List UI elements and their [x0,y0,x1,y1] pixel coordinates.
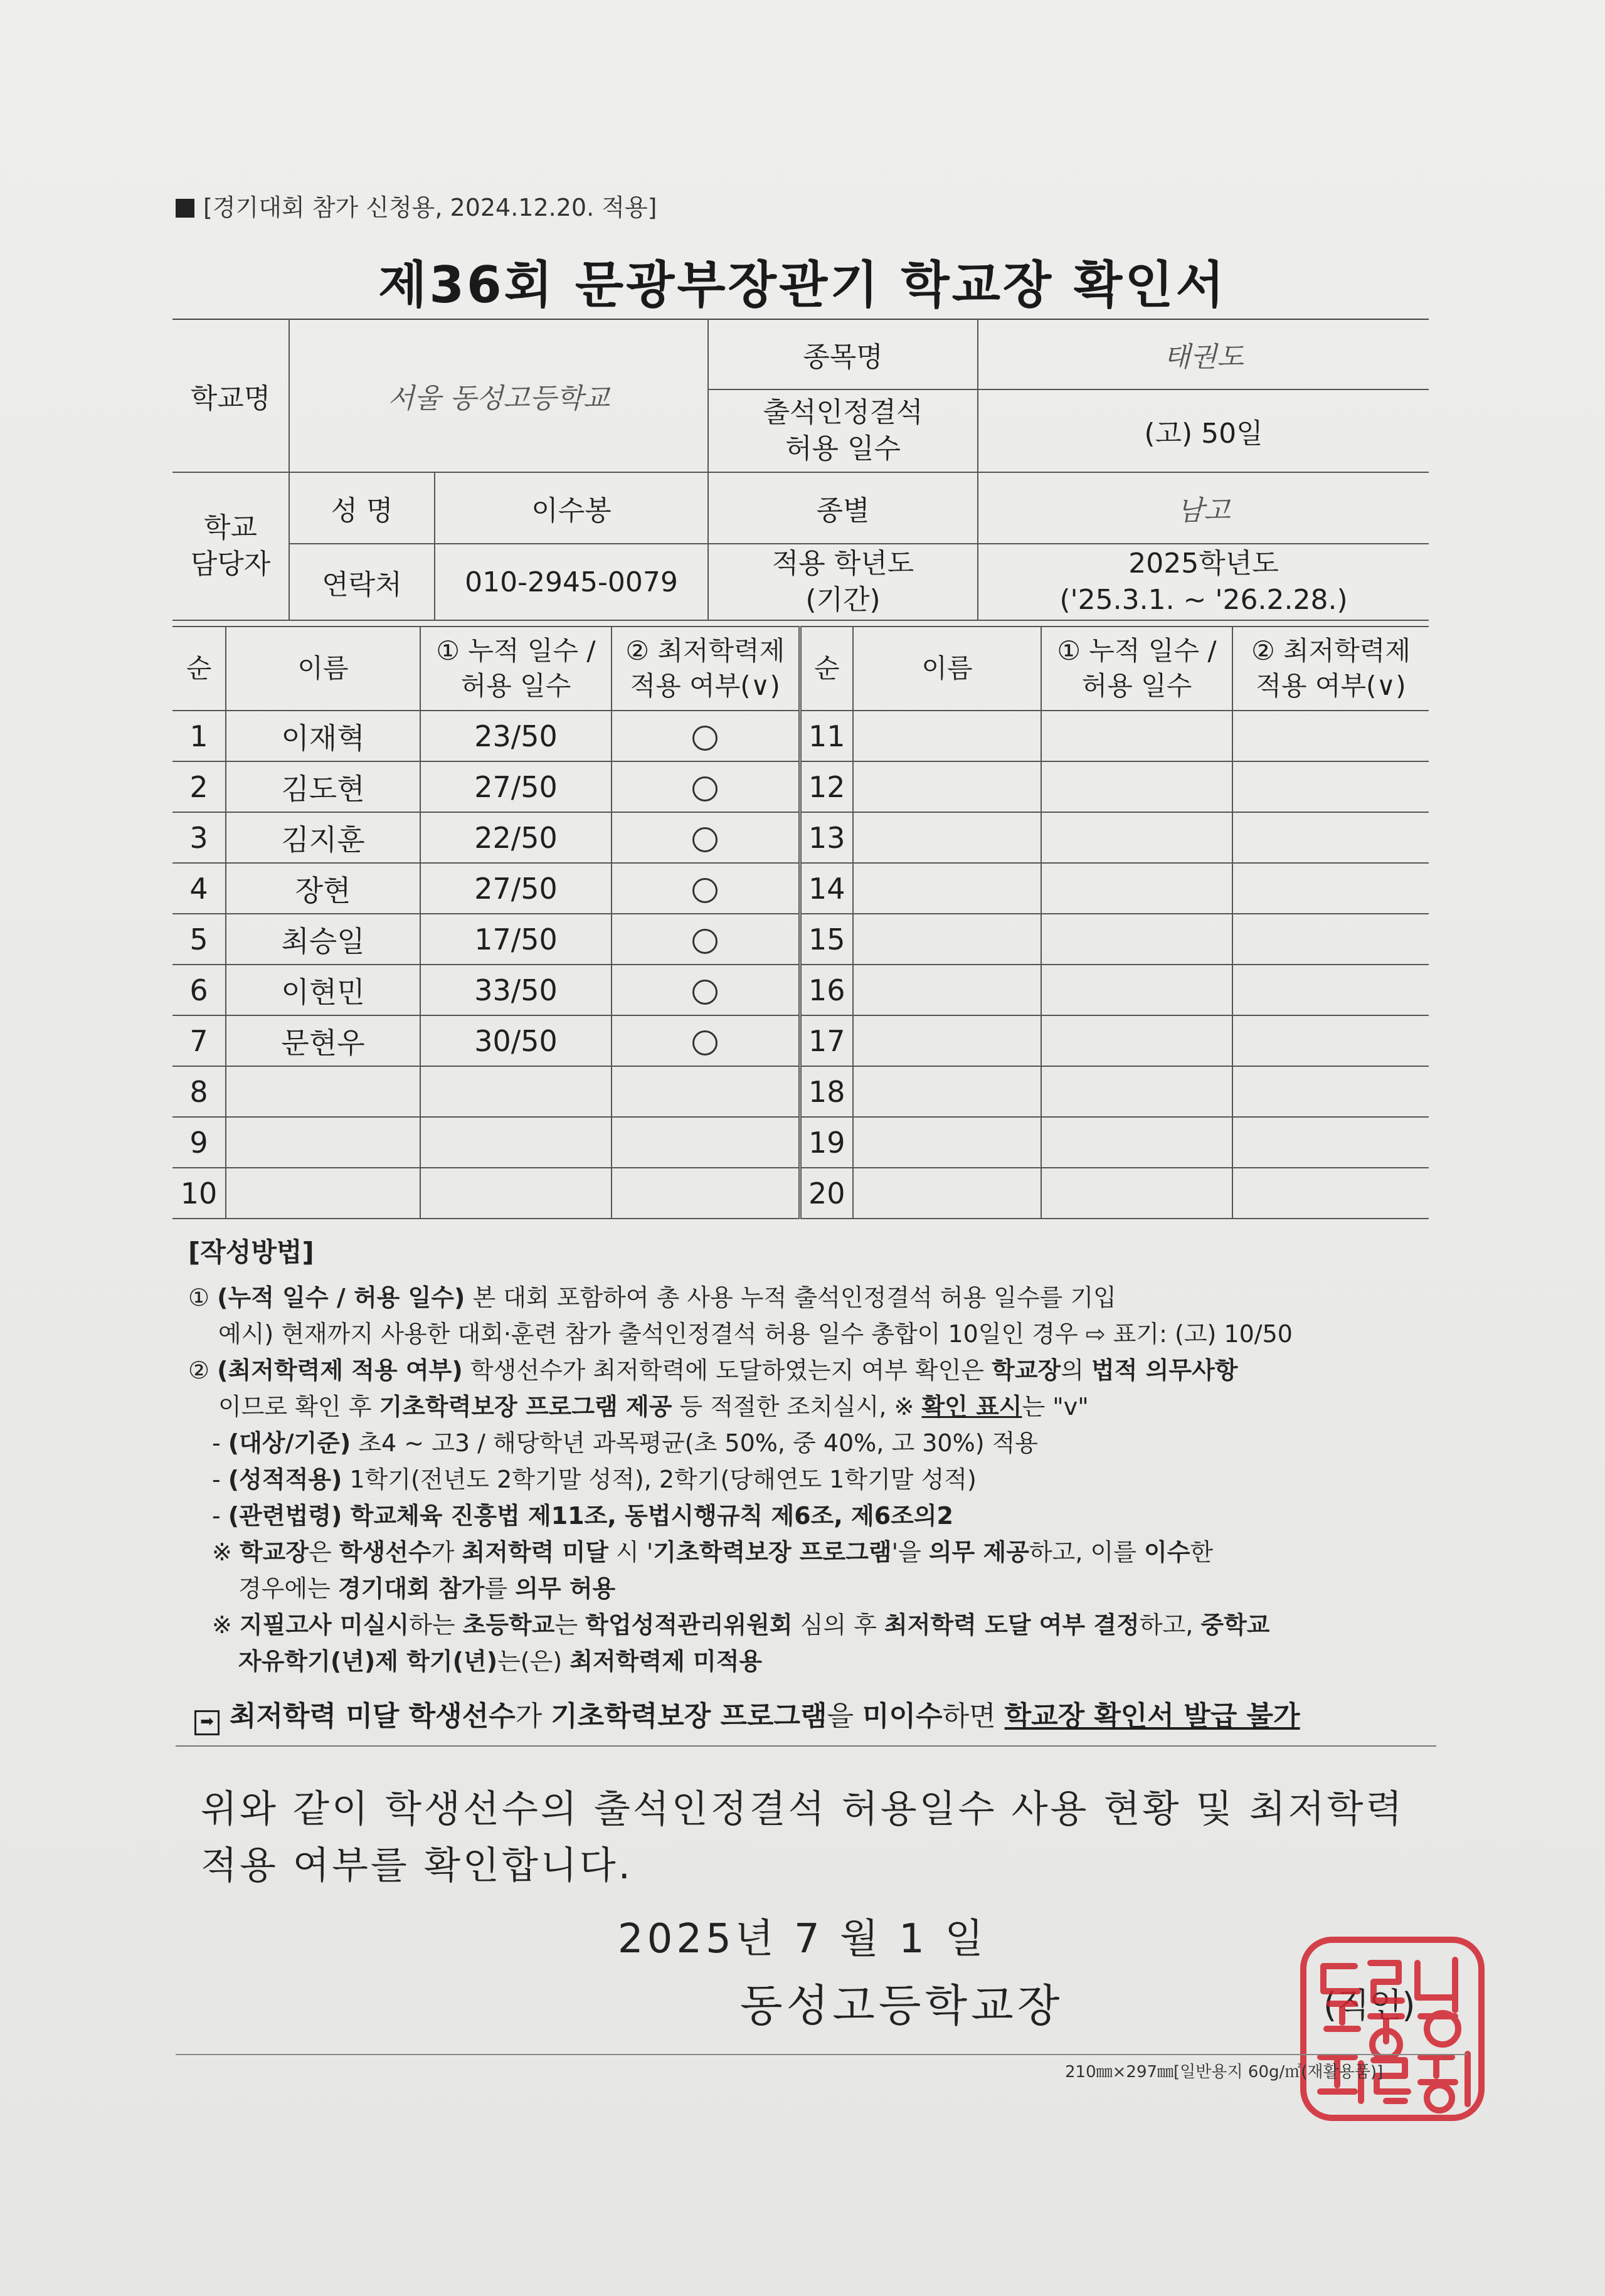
note-principal-b5: 의무 제공 [928,1538,1029,1566]
row-number: 12 [800,761,853,812]
row-number: 14 [800,863,853,914]
row-number: 4 [172,863,226,914]
note-principal-t2: 가 [431,1538,462,1566]
row-number: 20 [800,1168,853,1219]
min-standard-check [1232,1168,1429,1219]
instruction-2-cont-b1: 기초학력보장 프로그램 제공 [379,1393,672,1420]
min-standard-check [612,711,800,761]
circled-1: ① [188,1284,210,1311]
athlete-name: 장현 [226,863,420,914]
phone-label: 연락처 [289,544,435,620]
criteria-target: - (대상/기준) 초4 ~ 고3 / 해당학년 과목평균(초 50%, 중 40%, 고 30%) 적용 [212,1429,1039,1457]
note-exam-cont-t1: 는(은) [497,1648,570,1675]
col-header-no: 순 [172,627,226,711]
circle-mark-icon [692,827,718,852]
row-number: 2 [172,761,226,812]
roster-row [172,863,1429,914]
roster-row [172,1066,1429,1117]
paper-spec-footer: 210㎜×297㎜[일반용지 60g/㎡(재활용품)] [1065,2063,1384,2082]
col-header-min [612,627,800,711]
min-standard-check [1232,761,1429,812]
roster-row [172,1015,1429,1066]
note-exam-b4: 최저학력 도달 여부 결정 [884,1611,1140,1639]
col-header-no-2: 순 [800,627,853,711]
athlete-name [226,1117,420,1168]
used-days [1041,761,1232,812]
school-value: 서울 동성고등학교 [289,319,708,472]
row-number: 5 [172,914,226,965]
notice-t3: 하면 [942,1700,1005,1732]
year-label-line2: (기간) [805,584,881,616]
event-value: 태권도 [978,319,1429,389]
circle-mark-icon [692,1030,718,1055]
note-exam-t1: 하는 [409,1611,463,1639]
roster-row [172,1168,1429,1219]
instruction-1-text: 본 대회 포함하여 총 사용 누적 출석인정결석 허용 일수를 기입 [465,1284,1116,1311]
note-mark-1: ※ [212,1538,240,1566]
year-label [708,544,978,620]
row-number: 9 [172,1117,226,1168]
col-header-days-2 [1041,627,1232,711]
athlete-name: 최승일 [226,914,420,965]
criteria-target-bold: (대상/기준) [228,1429,351,1457]
circled-2: ② [188,1357,210,1384]
contact-label-line2: 담당자 [190,548,271,580]
col-header-min-2-line2: 적용 여부(∨) [1256,670,1406,701]
notice-b4: 학교장 확인서 발급 불가 [1004,1700,1300,1732]
instructions-title: [작성방법] [188,1237,314,1267]
used-days [1041,914,1232,965]
name-label: 성 명 [289,472,435,544]
min-standard-check [612,1117,800,1168]
athlete-name [853,812,1041,863]
row-number: 8 [172,1066,226,1117]
min-standard-check [612,761,800,812]
athlete-name [853,914,1041,965]
note-exam-cont-b2: 최저학력제 미적용 [569,1648,763,1675]
min-standard-check [1232,863,1429,914]
athlete-name [853,1066,1041,1117]
note-principal-b3: 최저학력 미달 [462,1538,608,1566]
used-days: 23/50 [420,711,612,761]
confirmation-line2: 적용 여부를 확인합니다. [201,1844,633,1888]
note-exam-cont-b1: 자유학기(년)제 학기(년) [238,1648,498,1675]
instruction-1 [188,1279,1436,1316]
used-days [1041,1168,1232,1219]
note-exam-b2: 초등학교 [462,1611,555,1639]
row-number: 15 [800,914,853,965]
instruction-2-b2: 학교장 [992,1357,1061,1384]
athlete-name [226,1168,420,1219]
issue-date: 2025년 7 월 1 일 [617,1916,988,1962]
col-header-days-2-line1: ① 누적 일수 / [1057,635,1217,666]
col-header-min-2 [1232,627,1429,711]
used-days [1041,863,1232,914]
footer-divider [176,2054,1468,2055]
used-days [420,1066,612,1117]
note-principal-t5: 하고, 이를 [1029,1538,1144,1566]
col-header-name-2: 이름 [853,627,1041,711]
roster-row [172,812,1429,863]
row-number: 7 [172,1015,226,1066]
note-principal-cont-t1: 경우에는 [238,1575,338,1602]
note-principal-t4: '을 [891,1538,929,1566]
min-standard-check [1232,965,1429,1015]
note-exam-cont [188,1643,1436,1680]
instruction-2-cont-t1: 이므로 확인 후 [218,1393,379,1420]
row-number: 10 [172,1168,226,1219]
allowed-days-value: (고) 50일 [978,389,1429,472]
used-days: 33/50 [420,965,612,1015]
seal-placeholder: (직인) [1323,1986,1416,2025]
instruction-2 [188,1352,1436,1389]
year-label-line1: 적용 학년도 [771,548,914,579]
roster-row [172,965,1429,1015]
athlete-name: 김지훈 [226,812,420,863]
note-exam [188,1607,1436,1643]
note-exam-b5: 중학교 [1200,1611,1270,1639]
note-exam-b1: 지필고사 미실시 [239,1611,410,1639]
used-days [1041,965,1232,1015]
instruction-2-t2: 의 [1061,1357,1092,1384]
used-days: 27/50 [420,761,612,812]
col-header-days-2-line2: 허용 일수 [1081,670,1192,701]
circle-mark-icon [692,929,718,954]
min-standard-check [612,965,800,1015]
note-exam-b3: 학업성적관리위원회 [585,1611,793,1639]
min-standard-check [612,1066,800,1117]
official-seal-stamp [1292,1928,1493,2129]
row-number: 13 [800,812,853,863]
athlete-name [853,711,1041,761]
document-title: 제36회 문광부장관기 학교장 확인서 [378,256,1227,314]
col-header-days-line1: ① 누적 일수 / [436,635,596,666]
min-standard-check [612,1015,800,1066]
row-number: 18 [800,1066,853,1117]
used-days [1041,1117,1232,1168]
allowed-days-label-line1: 출석인정결석 [763,396,923,428]
note-principal-cont-b1: 경기대회 참가 [337,1575,485,1602]
note-principal [188,1534,1436,1570]
note-principal-cont-b2: 의무 허용 [515,1575,616,1602]
instruction-2-cont-t2: 등 적절한 조치실시, ※ [672,1393,922,1420]
instructions-section [188,1234,1436,1680]
col-header-min-line2: 적용 여부(∨) [630,670,780,701]
athlete-name: 김도현 [226,761,420,812]
col-header-min-line1: ② 최저학력제 [625,635,785,666]
roster-header-row [172,627,1429,711]
used-days [1041,812,1232,863]
athlete-name [853,965,1041,1015]
note-principal-b6: 이수 [1143,1538,1190,1566]
athlete-name [226,1066,420,1117]
used-days: 17/50 [420,914,612,965]
note-principal-cont [188,1570,1436,1607]
circle-mark-icon [692,776,718,801]
instruction-2-cont [188,1389,1436,1425]
form-version-text: [경기대회 참가 신청용, 2024.12.20. 적용] [203,194,657,221]
instruction-2-cont-t3: 는 "v" [1022,1393,1089,1420]
used-days [1041,1066,1232,1117]
used-days: 22/50 [420,812,612,863]
instruction-2-bold: (최저학력제 적용 여부) [217,1357,463,1384]
row-number: 3 [172,812,226,863]
roster-row [172,914,1429,965]
note-exam-t4: 하고, [1139,1611,1201,1639]
roster-row [172,761,1429,812]
min-standard-check [1232,812,1429,863]
note-exam-t2: 는 [554,1611,586,1639]
phone-value: 010-2945-0079 [435,544,708,620]
row-number: 11 [800,711,853,761]
criteria-grades: - (성적적용) 1학기(전년도 2학기말 성적), 2학기(당해연도 1학기말 성적) [212,1466,977,1493]
athlete-name [853,1015,1041,1066]
criteria-grades-text: 1학기(전년도 2학기말 성적), 2학기(당해연도 1학기말 성적) [342,1466,977,1493]
min-standard-check [612,1168,800,1219]
row-number: 17 [800,1015,853,1066]
col-header-days [420,627,612,711]
athlete-name [853,863,1041,914]
allowed-days-label [708,389,978,472]
notice-line [194,1693,1300,1735]
row-number: 19 [800,1117,853,1168]
used-days: 30/50 [420,1015,612,1066]
used-days: 27/50 [420,863,612,914]
note-principal-b4: 기초학력보장 프로그램 [653,1538,892,1566]
used-days [420,1117,612,1168]
circle-mark-icon [692,878,718,903]
confirmation-line1: 위와 같이 학생선수의 출석인정결석 허용일수 사용 현황 및 최저학력 [201,1787,1405,1831]
row-number: 16 [800,965,853,1015]
col-header-days-line2: 허용 일수 [460,670,571,701]
contact-label-line1: 학교 [203,512,257,544]
arrow-box-icon: ➡ [194,1710,220,1735]
notice-b1: 최저학력 미달 학생선수 [230,1700,516,1732]
athlete-name [853,1168,1041,1219]
min-standard-check [1232,1066,1429,1117]
notice-b3: 미이수 [862,1700,943,1732]
athlete-name: 이현민 [226,965,420,1015]
min-standard-check [612,812,800,863]
criteria-law: - (관련법령) 학교체육 진흥법 제11조, 동법시행규칙 제6조, 제6조의2 [212,1502,953,1530]
note-principal-t3: 시 ' [608,1538,654,1566]
principal-title: 동성고등학교장 [740,1980,1064,2031]
roster-row [172,711,1429,761]
circle-mark-icon [692,726,718,751]
row-number: 6 [172,965,226,1015]
confirmation-statement [201,1781,1424,1894]
note-exam-t3: 심의 후 [792,1611,884,1639]
min-standard-check [1232,914,1429,965]
instruction-1-example: 예시) 현재까지 사용한 대회·훈련 참가 출석인정결석 허용 일수 총합이 10일인 경우 ⇨ 표기: (고) 10/50 [218,1320,1293,1348]
instruction-1-bold: (누적 일수 / 허용 일수) [217,1284,465,1311]
notice-t2: 을 [827,1700,863,1732]
athlete-name [853,1117,1041,1168]
year-value-line2: ('25.3.1. ~ '26.2.28.) [1059,584,1348,616]
row-number: 1 [172,711,226,761]
athlete-name [853,761,1041,812]
criteria-target-text: 초4 ~ 고3 / 해당학년 과목평균(초 50%, 중 40%, 고 30%) 적용 [351,1429,1039,1457]
year-value-line1: 2025학년도 [1128,548,1279,579]
used-days [1041,1015,1232,1066]
note-principal-cont-t2: 를 [484,1575,516,1602]
used-days [420,1168,612,1219]
notice-b2: 기초학력보장 프로그램 [551,1700,827,1732]
roster-row [172,1117,1429,1168]
school-label: 학교명 [172,319,289,472]
instruction-2-b3: 법적 의무사항 [1091,1357,1238,1384]
col-header-min-2-line1: ② 최저학력제 [1251,635,1411,666]
min-standard-check [612,914,800,965]
used-days [1041,711,1232,761]
criteria-law-bold: (관련법령) [228,1502,342,1530]
col-header-name: 이름 [226,627,420,711]
athlete-name: 이재혁 [226,711,420,761]
note-principal-b2: 학생선수 [339,1538,432,1566]
athlete-name: 문현우 [226,1015,420,1066]
name-value: 이수봉 [435,472,708,544]
gender-label: 종별 [708,472,978,544]
contact-person-label [172,472,289,620]
note-principal-t1: 은 [309,1538,339,1566]
instruction-2-cont-b2: 확인 표시 [921,1393,1022,1420]
athlete-roster-table [172,626,1429,1219]
min-standard-check [1232,711,1429,761]
year-value [978,544,1429,620]
allowed-days-label-line2: 허용 일수 [785,433,901,465]
gender-value: 남고 [978,472,1429,544]
min-standard-check [1232,1117,1429,1168]
criteria-grades-bold: (성적적용) [228,1466,342,1493]
form-version-note [176,188,657,223]
circle-mark-icon [692,980,718,1005]
min-standard-check [612,863,800,914]
note-mark-2: ※ [212,1611,240,1639]
square-bullet-icon [176,199,194,218]
notice-t1: 가 [515,1700,551,1732]
note-principal-t6: 한 [1190,1538,1214,1566]
note-principal-b1: 학교장 [239,1538,309,1566]
school-info-table [172,319,1429,621]
divider [176,1745,1436,1747]
instruction-2-text: 학생선수가 최저학력에 도달하였는지 여부 확인은 [462,1357,992,1384]
event-label: 종목명 [708,319,978,389]
min-standard-check [1232,1015,1429,1066]
criteria-law-text: 학교체육 진흥법 제11조, 동법시행규칙 제6조, 제6조의2 [342,1502,953,1530]
